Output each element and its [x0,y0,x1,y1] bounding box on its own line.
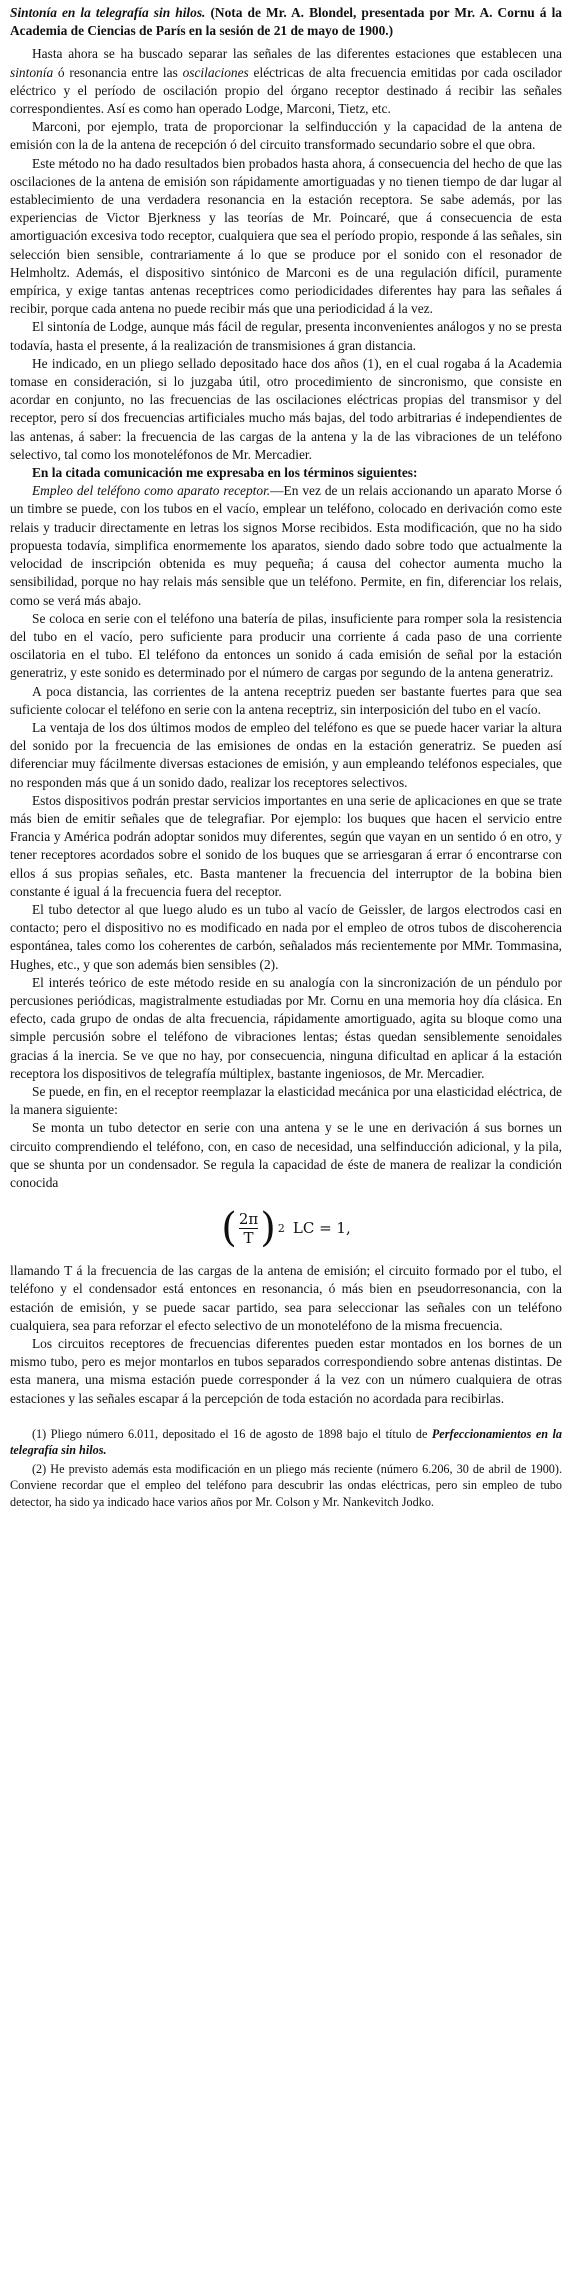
text-run: —En vez de un relais accionando un aparato Morse ó un timbre se puede, con los tubos en el vacío, emplear un teléfono, colocado en derivación como este relais y traducir directamente en letras los signos Morse recibidos. Esta modificación, que no ha sido propuesta todavía, simplifica enormemente los aparatos, siendo dado sobre todo que actualmente la velocidad de inscripción obtenida es muy pequeña; á causa del cohector aumenta mucho la sensibilidad, porque no hay relais más sensible que un teléfono. Permite, en fin, diferenciar los relais, como se verá más abajo. [10,483,562,608]
text-run: eléctricas de alta frecuencia emitidas por cada oscilador eléctrico y el período de oscilación propio del órgano receptor destinado á recibir las señales correspondientes. Así es como han operado Lodge, Marconi, Tietz, etc. [10,64,562,117]
article-body [10,45,562,1192]
text-run: llamando T á la frecuencia de las cargas de la antena de emisión; el circuito formado por el tubo, el teléfono y el condensador está entonces en resonancia, ó más bien en pseudorresonancia, con la estación de emisión, y se puede sacar partido, sea para seleccionar las señales con un teléfono cualquiera, sea para reforzar el efecto selectivo de un monoteléfono de la misma frecuencia. [10,1263,562,1333]
formula-exponent: 2 [277,1221,285,1235]
paragraph [10,1119,562,1192]
text-run: sintonía [10,64,54,80]
text-run: Marconi, por ejemplo, trata de proporcionar la selfinducción y la capacidad de la antena de emisión con la de la antena de recepción ó del circuito transformado secundario sobre el que obra. [10,119,562,153]
formula-open-paren: ( [221,1205,237,1252]
paragraph [10,974,562,1083]
footnote [10,1461,562,1510]
footnotes [10,1426,562,1510]
paragraph [10,1083,562,1119]
article-heading [10,4,562,40]
paragraph [10,318,562,354]
text-run: Perfeccionamientos en la telegrafía sin hilos. [10,1426,562,1458]
text-run: Se monta un tubo detector en serie con una antena y se le une en derivación á sus bornes un circuito comprendiendo el teléfono, con, en caso de necesidad, una selfinducción adicional, y la pila, que se shunta por un condensador. Se regula la capacidad de éste de manera de realizar la condición conocida [10,1120,562,1190]
article-body-continued [10,1262,562,1408]
paragraph [10,118,562,154]
text-run: Se puede, en fin, en el receptor reemplazar la elasticidad mecánica por una elasticidad eléctrica, de la manera siguiente: [10,1083,562,1118]
text-run: oscilaciones [182,64,249,80]
text-run: En la citada comunicación me expresaba en los términos siguientes: [32,465,418,481]
text-run: Estos dispositivos podrán prestar servicios importantes en una serie de aplicaciones en que se trate más bien de emitir señales que de telegrafiar. Por ejemplo: los buques que hacen el servicio entre Francia y América podrán adoptar sonidos muy diferentes, según que vayan en un sentido ó en otro, y tener receptores acordados sobre el sonido de los buques que se arriesgaran á errar ó encontrarse con ellos á sus propias señales, etc. Basta mantener la frecuencia del interruptor de la bobina bien constante é igual á la frecuencia fuera del receptor. [10,792,562,899]
paragraph [10,155,562,319]
formula-denominator: T [243,1228,254,1247]
text-run: El tubo detector al que luego aludo es un tubo al vacío de Geissler, de largos electrodos casi en contacto; pero el dispositivo no es modificado en nada por el empleo de otros tubos de discoherencia espontánea, tales como los coherentes de carbón, señalados más recientemente por MMr. Tommasina, Hughes, etc., y que son además bien sensibles (2). [10,901,562,972]
text-run: ó resonancia entre las [53,64,183,80]
paragraph [10,1262,562,1335]
text-run: Hasta ahora se ha buscado separar las señales de las diferentes estaciones que establecen una [32,46,562,62]
paragraph [10,482,562,609]
text-run: El interés teórico de este método reside en su analogía con la sincronización de un péndulo por percusiones periódicas, magistralmente estudiadas por Mr. Cornu en una memoria hoy día clásica. En efecto, cada grupo de ondas de alta frecuencia, rápidamente amortiguado, agita su bloque como una simple percusión sobre el teléfono de vibraciones lentas; éstas quedan sensiblemente senoidales gracias á la inercia. Se ve que no hay, por consecuencia, ninguna dificultad en aplicar á la estación receptora los dispositivos de telegrafía múltiplex, bastante ingeniosos, de Mr. Mercadier. [10,974,562,1081]
paragraph [10,610,562,683]
paragraph [10,683,562,719]
paragraph [10,719,562,792]
text-run: A poca distancia, las corrientes de la antena receptriz pueden ser bastante fuertes para que sea suficiente colocar el teléfono en serie con la antena receptriz, sin interposición del tubo en el vacío. [10,683,562,717]
paragraph [10,45,562,118]
text-run: Los circuitos receptores de frecuencias diferentes pueden estar montados en los bornes de un mismo tubo, pero es mejor montarlos en tubos separados correspondiendo sobre antenas distintas. De esta manera, una misma estación puede corresponder á la vez con un número cualquiera de otras estaciones y las señales escapar á la percepción de toda estación no acordada para recibirlas. [10,1336,562,1406]
text-run: La ventaja de los dos últimos modos de empleo del teléfono es que se puede hacer variar la altura del sonido por la frecuencia de las emisiones de ondas en la estación generatriz. Se pueden así diferenciar muy fácilmente diversas estaciones de emisión, y aun empleando teléfonos especiales, que no responden más que á un sonido dado, realizar los receptores selectivos. [10,719,562,790]
heading-title: Sintonía en la telegrafía sin hilos. [10,5,206,20]
footnote [10,1426,562,1458]
paragraph [10,901,562,974]
paragraph [10,355,562,464]
text-run: El sintonía de Lodge, aunque más fácil de regular, presenta inconvenientes análogos y no se presta todavía, hasta el presente, á la realización de transmisiones á gran distancia. [10,319,562,353]
resonance-formula [10,1205,562,1252]
text-run: Empleo del teléfono como aparato receptor. [32,483,271,499]
formula-numerator: 2π [238,1209,259,1228]
paragraph [10,1335,562,1408]
formula-rhs: LC = 1, [292,1219,351,1238]
text-run: (1) Pliego número 6.011, depositado el 16 de agosto de 1898 bajo el título de [32,1426,432,1441]
formula-fraction [239,1210,258,1247]
text-run: (2) He previsto además esta modificación en un pliego más reciente (número 6.206, 30 de abril de 1900). Conviene recordar que el empleo del teléfono para descubrir las ondas eléctricas, pero sin empleo de tubo detector, ha sido ya indicado hace varios años por Mr. Colson y Mr. Nankevitch Jodko. [10,1462,562,1509]
heading-subtitle: (Nota de Mr. A. Blondel, presentada por Mr. A. Cornu á la Academia de Ciencias de París en la sesión de 21 de mayo de 1900.) [10,5,562,39]
text-run: Este método no ha dado resultados bien probados hasta ahora, á consecuencia del hecho de que las oscilaciones de la antena de emisión son rápidamente amortiguadas y no tienen tiempo de dar lugar al establecimiento de una verdadera resonancia en la estación receptora. Se sabe además, por las experiencias de Victor Bjerkness y las teorías de Mr. Poincaré, que á consecuencia de esta amortiguación excesiva todo receptor, cualquiera que sea el período propio, responde á las señales, sin selección bien sensible, contrariamente á lo que se produce por el sonido con el resonador de Helmholtz. Además, el dispositivo sintónico de Marconi es de una regulación difícil, puramente empírica, y exige tantas antenas receptrices como periodicidades diferentes hay para las señales á recibir, porque cada antena no puede recibir más que una periodicidad á la vez. [10,155,562,317]
text-run: He indicado, en un pliego sellado depositado hace dos años (1), en el cual rogaba á la Academia tomase en consideración, si lo juzgaba útil, otro procedimiento de sincronismo, que consiste en acordar en conjunto, no las frecuencias de las oscilaciones eléctricas propias del transmisor y del receptor, pero sí dos frecuencias artificiales mucho más bajas, del todo arbitrarias é independientes de las antenas, á saber: la frecuencia de las cargas de la antena y la de las vibraciones de un teléfono selectivo, tal como los monoteléfonos de Mr. Mercadier. [10,355,562,462]
paragraph [10,464,562,482]
formula-close-paren: ) [260,1205,276,1252]
text-run: Se coloca en serie con el teléfono una batería de pilas, insuficiente para romper sola la resistencia del tubo en el vacío, pero suficiente para producir una corriente á cada paso de una corriente oscilatoria en el tubo. El teléfono da entonces un sonido á cada emisión de señal por la estación generatriz, y este sonido es determinado por el número de cargas por segundo de la antena generatriz. [10,610,562,681]
paragraph [10,792,562,901]
